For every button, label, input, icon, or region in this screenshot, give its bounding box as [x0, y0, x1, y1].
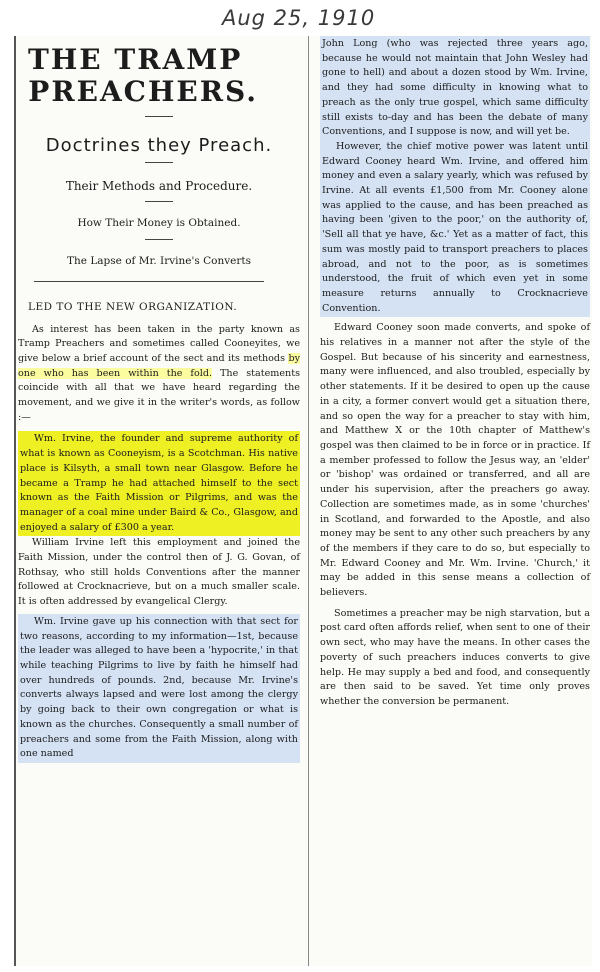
handwritten-date: Aug 25, 1910	[222, 6, 376, 30]
highlighted-paragraph	[320, 36, 590, 317]
highlighted-paragraph	[18, 614, 300, 763]
highlighted-paragraph	[18, 431, 300, 536]
subhead-organization: LED TO THE NEW ORGANIZATION.	[28, 300, 238, 313]
newspaper-clipping	[14, 36, 592, 966]
paragraph-irvine-bio: Wm. Irvine, the founder and supreme authority of what is known as Cooneyism, is a Scotchman. His native place is Kilsyth, a small town near Glasgow. Before he became a Tramp he had attached himself to the sect known as the Faith Mission or Pilgrims, and was the manager of a coal mine under Baird & Co., Glasgow, and enjoyed a salary of £300 a year.	[20, 433, 298, 533]
right-column	[320, 36, 590, 710]
divider-rule	[145, 201, 173, 202]
divider-rule	[34, 281, 264, 282]
paragraph-preacher-support: Sometimes a preacher may be nigh starvation, but a post card often affords relief, when sent to one of their own sect, who may have the means. In other cases the poverty of such preachers induces converts to give help. He may supply a bed and food, and consequently are then said to be saved. Yet time only proves whether the conversion be permanent.	[320, 607, 590, 707]
paragraph-cooney-money: However, the chief motive power was latent until Edward Cooney heard Wm. Irvine, and offered him money and even a salary yearly, which was refused by Irvine. At all events £1,500 from Mr. Cooney alone was applied to the cause, and has been preached as having been 'given to the poor,' on the authority of, 'Sell all that ye have, &c.' Yet as a matter of fact, this sum was mostly paid to transport preachers to places abroad, and not to the poor, as is sometimes understood, the fruit of which even yet in some measure returns annually to Crocknacrieve Convention.	[322, 140, 588, 314]
subhead-lapse: The Lapse of Mr. Irvine's Converts	[67, 255, 251, 268]
headline-line2: PREACHERS.	[28, 75, 258, 108]
paragraph-faith-mission: William Irvine left this employment and joined the Faith Mission, under the control then of J. G. Govan, of Rothsay, who still holds Conventions after the manner followed at Crocknacrieve, but on a much smaller scale. It is often addressed by evangelical Clergy.	[18, 537, 300, 608]
paragraph-intro	[18, 323, 300, 426]
clipping-left-edge	[14, 36, 16, 966]
highlighted-phrase: by one who has been within the fold.	[18, 352, 300, 379]
subhead-methods: Their Methods and Procedure.	[65, 178, 253, 193]
paragraph-intro-a: As interest has been taken in the party known as Tramp Preachers and sometimes called Cooneyites, we give below a brief account of the sect and its methods	[18, 323, 300, 364]
left-column	[18, 36, 300, 763]
column-divider	[308, 36, 309, 966]
paragraph-john-long: John Long (who was rejected three years ago, because he would not maintain that John Wesley had gone to hell) and about a dozen stood by Wm. Irvine, and they had some difficulty in knowing what to preach as the only true gospel, which same difficulty still exists to-day and has been the debate of many Conventions, and I suppose is now, and will yet be.	[322, 38, 588, 138]
headline-line1: THE TRAMP	[28, 43, 243, 76]
divider-rule	[145, 239, 173, 240]
divider-rule	[145, 116, 173, 117]
subhead-money: How Their Money is Obtained.	[77, 217, 241, 230]
paragraph-cooney-converts: Edward Cooney soon made converts, and spoke of his relatives in a manner not after the style of the Gospel. But because of his sincerity and earnestness, many were influenced, and also troubled, especially by other statements. If it be desired to open up the cause in a city, a former convert would get a situation there, and so open the way for a preacher to stay with him, and Matthew X or the 10th chapter of Matthew's gospel was then claimed to be in force or in practice. If a member professed to follow the Jesus way, an 'elder' or 'bishop' was ordained or transferred, and all are under his supervision, after the preachers go away. Collection are sometimes made, as in some 'churches' in Scotland, and forwarded to the Apostle, and also money may be sent to any other such preachers by any of the members if they care to do so, but especially to Mr. Edward Cooney and Mr. Wm. Irvine. 'Church,' it may be added in this sense means a collection of believers.	[320, 322, 590, 599]
paragraph-irvine-reasons: Wm. Irvine gave up his connection with that sect for two reasons, according to my information—1st, because the leader was alleged to have been a 'hypocrite,' in that while teaching Pilgrims to live by faith he himself had over hundreds of pounds. 2nd, because Mr. Irvine's converts always lapsed and were lost among the clergy by going back to their own congregation or what is known as the churches. Consequently a small number of preachers and some from the Faith Mission, along with one named	[20, 615, 298, 760]
paragraph-intro-c: The statements coincide with all that we have heard regarding the movement, and we give it in the writer's words, as follow :—	[18, 367, 300, 423]
subhead-doctrines: Doctrines they Preach.	[45, 135, 273, 156]
divider-rule	[145, 162, 173, 163]
